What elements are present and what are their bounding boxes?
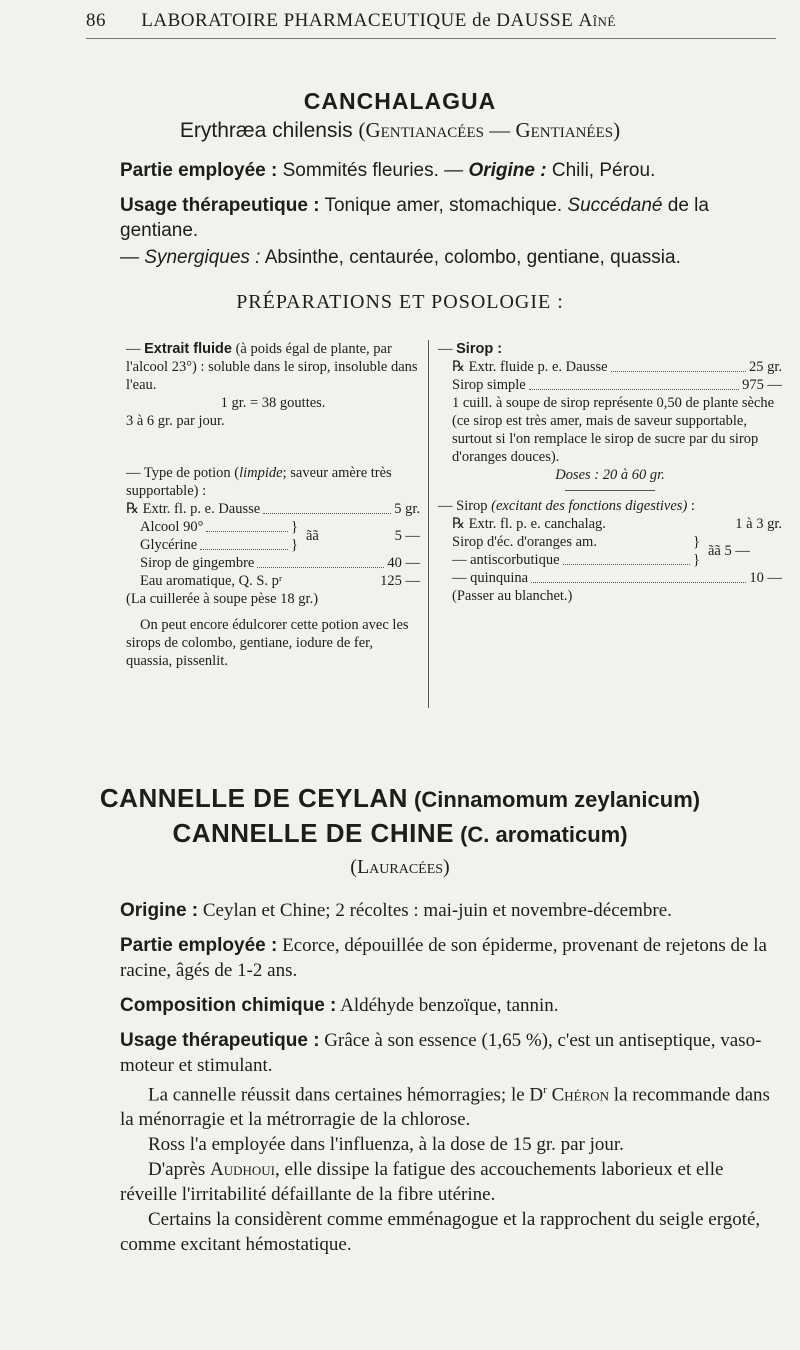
recipe-line: Alcool 90° }	[140, 519, 298, 535]
recipe-line: Glycérine }	[140, 537, 298, 553]
cannelle-body	[120, 898, 780, 1257]
page-number: 86	[86, 10, 106, 31]
cannelle-chine-title: CANNELLE DE CHINE (C. aromaticum)	[172, 818, 628, 848]
recipe-line: ℞ Extr. fl. p. e. canchalag. 1 à 3 gr.	[452, 516, 782, 532]
canchalagua-partie: Partie employée : Sommités fleuries. — Origine : Chili, Pérou.	[120, 160, 656, 181]
doses: Doses : 20 à 60 gr.	[555, 467, 665, 483]
cuilleree: (La cuillerée à soupe pèse 18 gr.)	[126, 591, 319, 607]
right-column	[438, 340, 782, 605]
aa-label: ãã 5 —	[708, 543, 750, 559]
running-header	[86, 10, 776, 39]
aa-label: ãã	[306, 528, 319, 544]
sirop-note: 1 cuill. à soupe de sirop représente 0,50 de plante sèche (ce sirop est très amer, mais de saveur supportable, surtout si l'on remplace le sirop de sucre par du sirop d'oranges douces).	[452, 395, 775, 465]
recipe-line: Sirop de gingembre 40 —	[140, 555, 420, 571]
gouttes: 1 gr. = 38 gouttes.	[220, 395, 326, 411]
cannelle-p3: D'après Audhoui, elle dissipe la fatigue des accouchements laborieux et elle réveille l'irritabilité défaillante de la fibre utérine.	[120, 1159, 724, 1206]
aa-qty: 5 —	[394, 528, 420, 544]
cannelle-partie: Partie employée : Ecorce, dépouillée de son épiderme, provenant de rejetons de la racine, âgés de 1-2 ans.	[120, 935, 767, 981]
potion-note: On peut encore édulcorer cette potion avec les sirops de colombo, gentiane, iodure de fer, quassia, pissenlit.	[126, 617, 409, 669]
cannelle-p2: Ross l'a employée dans l'influenza, à la dose de 15 gr. par jour.	[148, 1134, 624, 1156]
cannelle-family: (Lauracées)	[350, 856, 450, 878]
recipe-aa-group	[126, 518, 420, 554]
left-column	[126, 340, 420, 670]
canchalagua-synergiques: — Synergiques : Absinthe, centaurée, colombo, gentiane, quassia.	[120, 247, 681, 268]
canchalagua-title: CANCHALAGUA	[303, 88, 497, 114]
dose: 3 à 6 gr. par jour.	[126, 413, 225, 429]
canchalagua-usage: Usage thérapeutique : Tonique amer, stomachique. Succédané de la gentiane.	[120, 195, 709, 241]
cannelle-ceylan-title: CANNELLE DE CEYLAN (Cinnamomum zeylanicum)	[99, 783, 701, 813]
separator-rule	[565, 490, 655, 491]
recipe-line: — antiscorbutique }	[452, 552, 700, 568]
canchalagua-latin: Erythræa chilensis	[179, 119, 353, 142]
sirop-title: — Sirop :	[438, 341, 503, 357]
cannelle-p1: La cannelle réussit dans certaines hémorragies; le $D^r$ Chéron la recommande dans la ménorragie et la métrorragie de la chlorose.	[120, 1084, 770, 1131]
cannelle-origine: Origine : Ceylan et Chine; 2 récoltes : mai-juin et novembre-décembre.	[120, 900, 672, 921]
recipe-line: Sirop simple 975 —	[452, 377, 782, 393]
recipe-aa-group	[438, 533, 782, 569]
preparations-title: PRÉPARATIONS ET POSOLOGIE :	[236, 291, 564, 313]
recipe-line: — quinquina 10 —	[452, 570, 782, 586]
cannelle-composition: Composition chimique : Aldéhyde benzoïque, tannin.	[120, 995, 559, 1016]
canchalagua-family: (Gentianacées — Gentianées)	[358, 118, 621, 142]
column-divider	[428, 340, 429, 708]
canchalagua-subtitle	[0, 118, 800, 143]
sirop2-title: — Sirop (excitant des fonctions digestives) :	[438, 498, 695, 514]
potion-intro: — Type de potion (limpide; saveur amère très supportable) :	[126, 465, 392, 499]
recipe-line: ℞ Extr. fl. p. e. Dausse 5 gr.	[126, 501, 420, 517]
passer: (Passer au blanchet.)	[452, 588, 573, 604]
recipe-line: Eau aromatique, Q. S. pʳ 125 —	[140, 573, 420, 589]
recipe-line: Sirop d'éc. d'oranges am. }	[452, 534, 700, 550]
header-title: LABORATOIRE PHARMACEUTIQUE de DAUSSE	[141, 10, 574, 31]
cannelle-usage: Usage thérapeutique : Grâce à son essence (1,65 %), c'est un antiseptique, vaso-moteur et stimulant.	[120, 1030, 762, 1076]
recipe-line: ℞ Extr. fluide p. e. Dausse 25 gr.	[452, 359, 782, 375]
cannelle-p4: Certains la considèrent comme emménagogue et la rapprochent du seigle ergoté, comme excitant hémostatique.	[120, 1209, 761, 1256]
extrait-fluide: — Extrait fluide (à poids égal de plante, par l'alcool 23°) : soluble dans le sirop, insoluble dans l'eau.	[126, 341, 418, 393]
header-title-suffix: Aîné	[578, 10, 616, 31]
